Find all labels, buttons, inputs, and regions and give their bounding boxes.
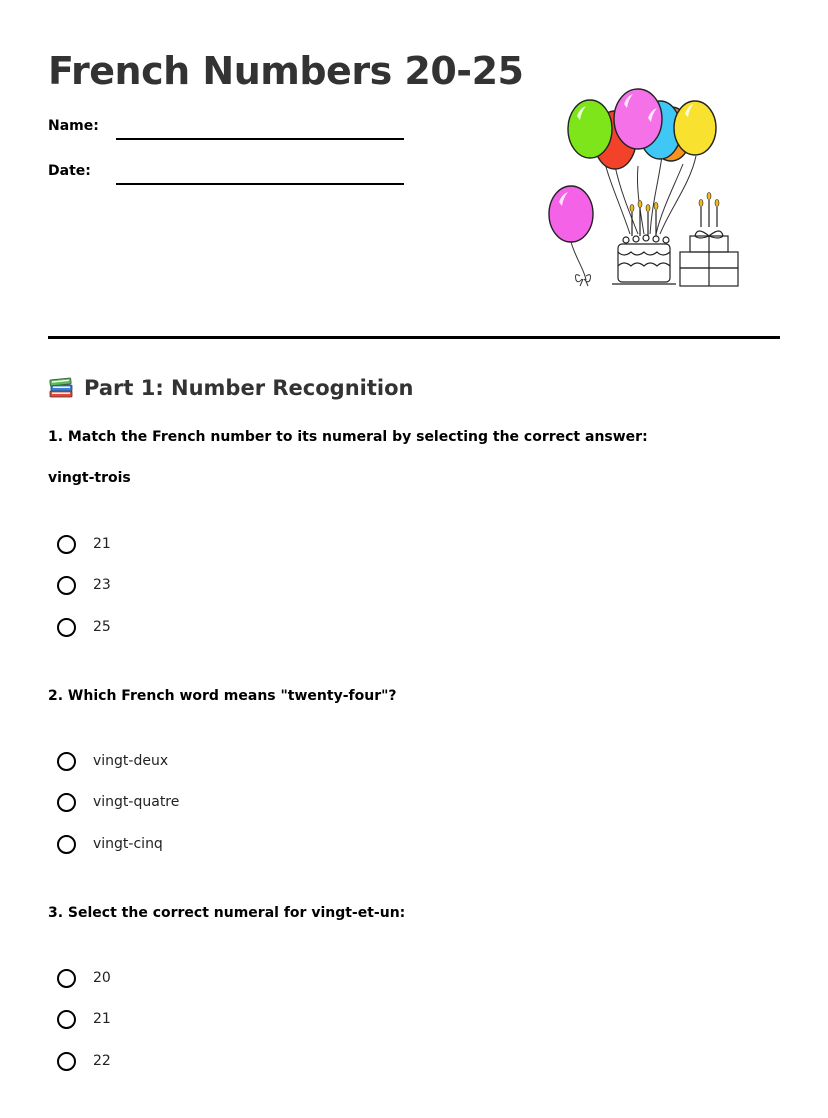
option-label: 21 (93, 536, 111, 552)
part1-heading (48, 374, 413, 402)
option-label: vingt-deux (93, 753, 169, 769)
page-title: French Numbers 20-25 (48, 49, 524, 93)
radio-button[interactable] (57, 793, 76, 812)
header-divider (48, 336, 780, 339)
name-label: Name: (48, 118, 99, 134)
radio-button[interactable] (57, 835, 76, 854)
option-label: 25 (93, 619, 111, 635)
question-3-prompt: 3. Select the correct numeral for vingt-et-un: (48, 905, 406, 921)
question-2-prompt: 2. Which French word means "twenty-four"? (48, 688, 397, 704)
radio-button[interactable] (57, 1052, 76, 1071)
name-field[interactable] (116, 138, 404, 140)
question-2-option[interactable] (57, 749, 168, 773)
part1-heading-text: Part 1: Number Recognition (84, 376, 414, 400)
option-label: 23 (93, 577, 111, 593)
date-field[interactable] (116, 183, 404, 185)
radio-button[interactable] (57, 969, 76, 988)
radio-button[interactable] (57, 1010, 76, 1029)
radio-button[interactable] (57, 618, 76, 637)
question-1-term: vingt-trois (48, 470, 131, 486)
question-3-option[interactable] (57, 1007, 111, 1031)
radio-button[interactable] (57, 576, 76, 595)
question-1-prompt: 1. Match the French number to its numeral by selecting the correct answer: (48, 429, 648, 445)
question-1-option[interactable] (57, 532, 111, 556)
question-2-option[interactable] (57, 790, 179, 814)
radio-button[interactable] (57, 752, 76, 771)
option-label: 21 (93, 1011, 111, 1027)
question-2-option[interactable] (57, 832, 163, 856)
question-1-option[interactable] (57, 615, 111, 639)
option-label: vingt-cinq (93, 836, 163, 852)
books-icon (48, 375, 74, 401)
question-3-option[interactable] (57, 966, 111, 990)
birthday-balloons-icon (540, 84, 750, 294)
question-1-option[interactable] (57, 573, 111, 597)
option-label: 22 (93, 1053, 111, 1069)
option-label: 20 (93, 970, 111, 986)
radio-button[interactable] (57, 535, 76, 554)
option-label: vingt-quatre (93, 794, 180, 810)
date-label: Date: (48, 163, 91, 179)
question-3-option[interactable] (57, 1049, 111, 1073)
